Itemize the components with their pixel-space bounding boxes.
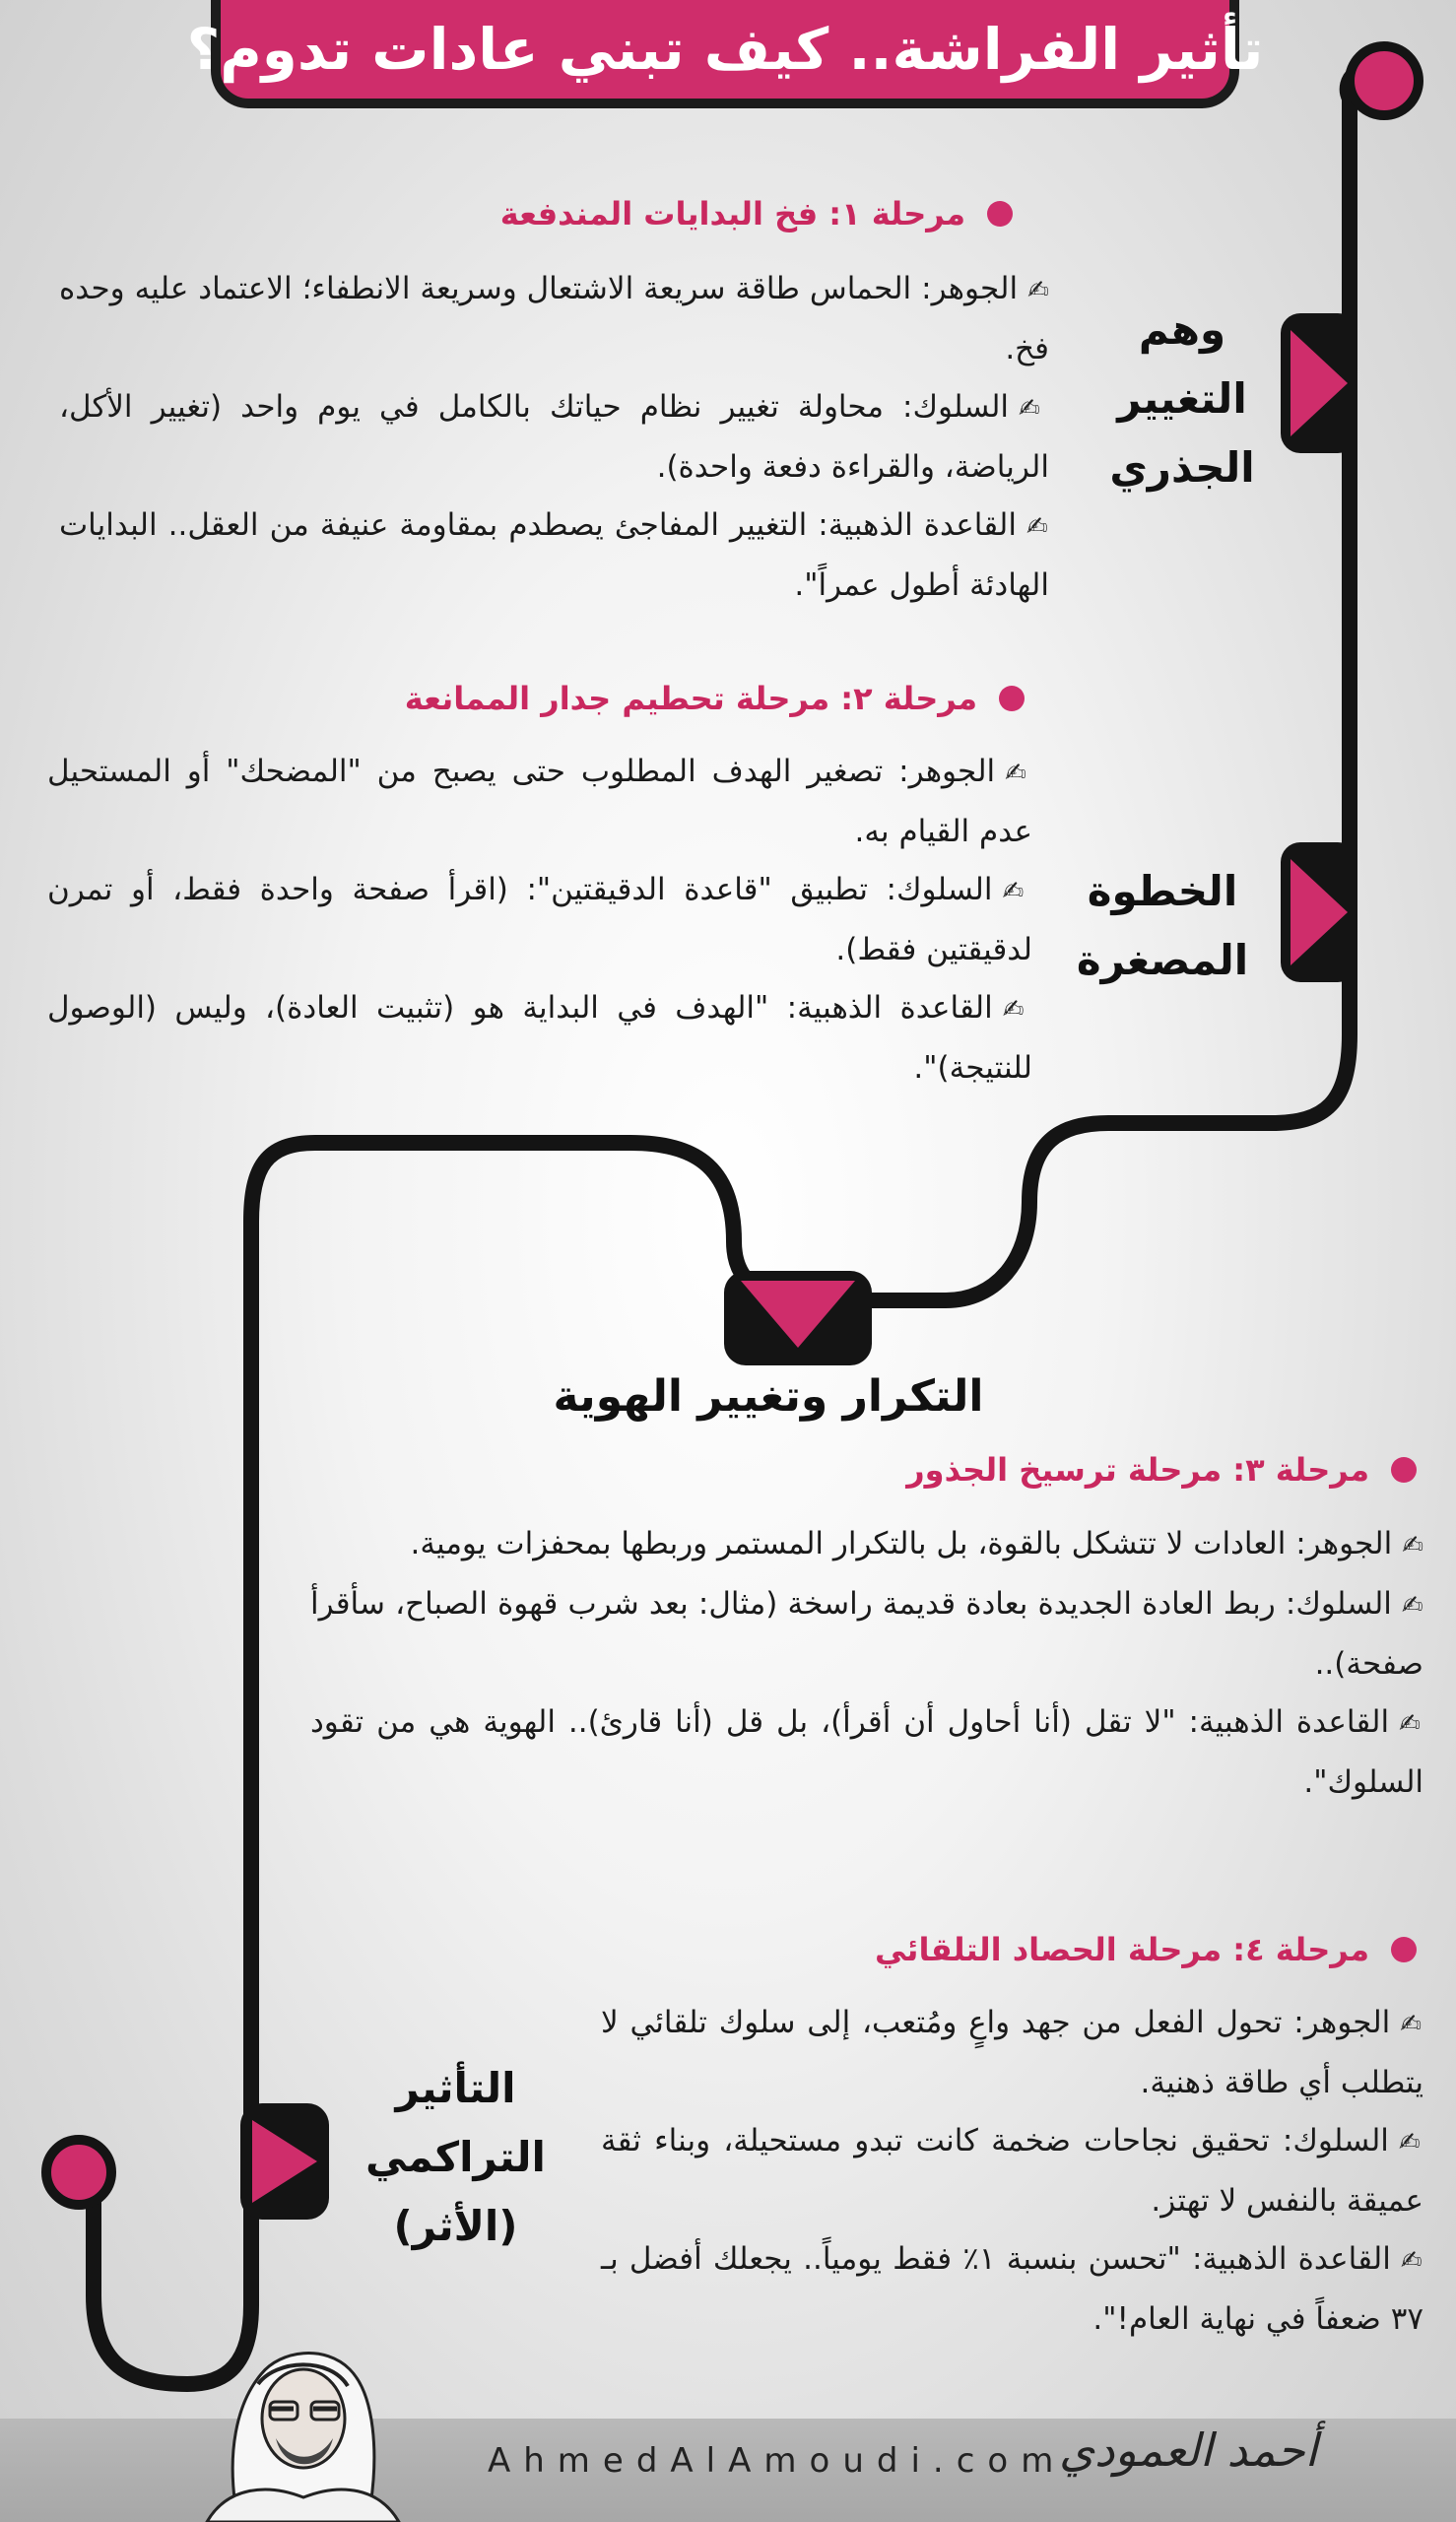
author-signature: أحمد العمودي (1059, 2423, 1318, 2477)
pen-icon: ✍ (1019, 394, 1049, 424)
footer-website[interactable]: AhmedAlAmoudi.com (488, 2441, 1067, 2481)
stage-2-behavior: ✍السلوك: تطبيق "قاعدة الدقيقتين": (اقرأ صفحة واحدة فقط، أو تمرن لدقيقتين فقط). (47, 872, 1032, 967)
stage-4-behavior: ✍السلوك: تحقيق نجاحات ضخمة كانت تبدو مستحيلة، وبناء ثقة عميقة بالنفس لا تهتز. (601, 2123, 1423, 2219)
pen-icon: ✍ (1399, 1709, 1423, 1739)
pen-icon: ✍ (1005, 759, 1032, 788)
bullet-dot (1391, 1937, 1417, 1962)
track-end-knob (46, 2140, 111, 2205)
bullet-dot (1391, 1457, 1417, 1483)
stage-2-body (47, 743, 1032, 1097)
arrow-marker-3 (724, 1271, 872, 1365)
stage-4-rule: ✍القاعدة الذهبية: "تحسن بنسبة ١٪ فقط يومياً.. يجعلك أفضل بـ ٣٧ ضعفاً في نهاية العام!". (601, 2241, 1423, 2337)
pen-icon: ✍ (1027, 276, 1049, 305)
side-label-radical-change: وهم التغيير الجذري (1109, 305, 1255, 492)
pen-icon: ✍ (1002, 995, 1033, 1025)
stage-2-rule: ✍القاعدة الذهبية: "الهدف في البداية هو (تثبيت العادة)، وليس (الوصول للنتيجة)". (47, 990, 1033, 1086)
stage-1-heading: مرحلة ١: فخ البدايات المندفعة (500, 195, 1013, 232)
stage-1-rule: ✍القاعدة الذهبية: التغيير المفاجئ يصطدم بمقاومة عنيفة من العقل.. البدايات الهادئة أطول عمراً". (59, 507, 1050, 603)
side-label-tiny-step: الخطوة المصغرة (1076, 867, 1249, 984)
stage-3-body (310, 1515, 1423, 1812)
arrow-marker-2 (1281, 842, 1357, 982)
label-repetition-identity: التكرار وتغيير الهوية (553, 1371, 984, 1422)
side-label-compound-effect: التأثير التراكمي (الأثر) (365, 2064, 546, 2250)
author-portrait-illustration (167, 2315, 424, 2522)
arrow-marker-4 (240, 2103, 329, 2220)
stage-3-behavior: ✍السلوك: ربط العادة الجديدة بعادة قديمة راسخة (مثال: بعد شرب قهوة الصباح، سأقرأ صفحة).. (310, 1586, 1423, 1682)
stage-2-essence: ✍الجوهر: تصغير الهدف المطلوب حتى يصبح من "المضحك" أو المستحيل عدم القيام به. (47, 754, 1032, 849)
stage-1-essence: ✍الجوهر: الحماس طاقة سريعة الاشتعال وسريعة الانطفاء؛ الاعتماد عليه وحده فخ. (59, 271, 1049, 366)
stage-4-heading: مرحلة ٤: مرحلة الحصاد التلقائي (875, 1931, 1417, 1968)
stage-3-rule: ✍القاعدة الذهبية: "لا تقل (أنا أحاول أن أقرأ)، بل قل (أنا قارئ).. الهوية هي من تقود السلوك". (310, 1704, 1423, 1800)
stage-3-heading: مرحلة ٣: مرحلة ترسيخ الجذور (906, 1451, 1417, 1489)
stage-1-body (59, 260, 1049, 615)
pen-icon: ✍ (1398, 2128, 1423, 2157)
pen-icon: ✍ (1400, 2010, 1423, 2039)
stage-4-essence: ✍الجوهر: تحول الفعل من جهد واعٍ ومُتعب، إلى سلوك تلقائي لا يتطلب أي طاقة ذهنية. (601, 2005, 1423, 2100)
stage-2-heading: مرحلة ٢: مرحلة تحطيم جدار الممانعة (405, 680, 1025, 717)
stage-4-body (601, 1994, 1423, 2349)
page-title: تأثير الفراشة.. كيف تبني عادات تدوم؟ (186, 16, 1264, 83)
arrow-marker-1 (1281, 313, 1357, 453)
stage-3-essence: ✍الجوهر: العادات لا تتشكل بالقوة، بل بالتكرار المستمر وربطها بمحفزات يومية. (410, 1526, 1423, 1561)
bullet-dot (999, 686, 1025, 711)
bullet-dot (987, 201, 1013, 227)
pen-icon: ✍ (1400, 2246, 1423, 2276)
track-start-knob (1350, 46, 1419, 115)
pen-icon: ✍ (1401, 1591, 1423, 1621)
pen-icon: ✍ (1026, 512, 1050, 542)
pen-icon: ✍ (1002, 877, 1032, 906)
pen-icon: ✍ (1402, 1531, 1423, 1560)
stage-1-behavior: ✍السلوك: محاولة تغيير نظام حياتك بالكامل في يوم واحد (تغيير الأكل، الرياضة، والقراءة دفعة واحدة). (59, 389, 1049, 485)
